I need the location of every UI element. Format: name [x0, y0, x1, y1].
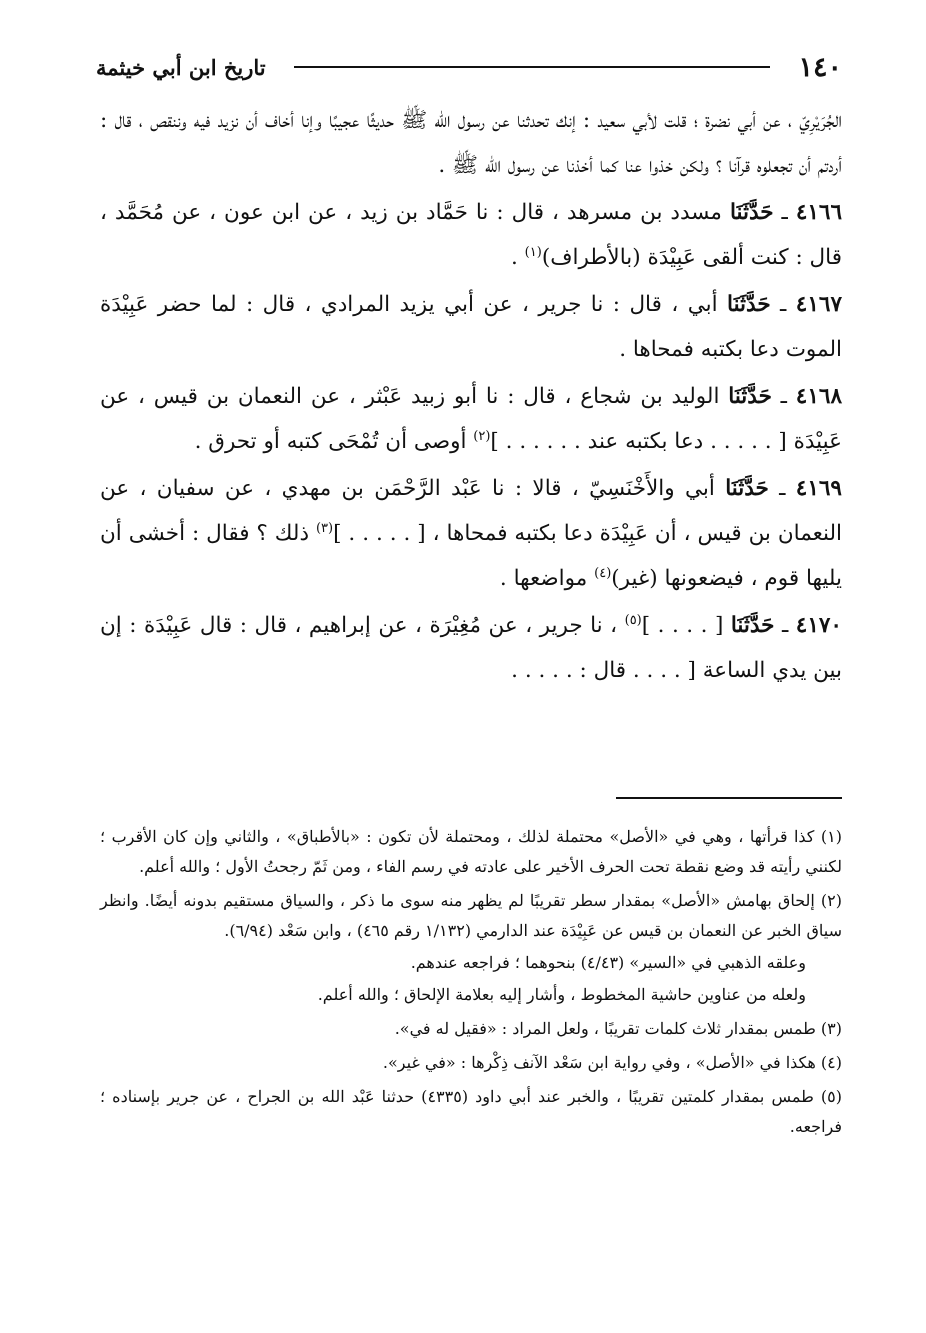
hadith-4166: [100, 190, 842, 280]
footnote-1: (١) كذا قرأتها ، وهي في «الأصل» محتملة لذلك ، ومحتملة لأن تكون : «بالأطباق» ، والثاني وإن كان الأقرب ؛ لكنني رأيته قد وضع نقطة تحت الحرف الأخير على عادته في رسم الفاء ، ومن ثَمّ رجحتُ الأول ؛ والله أعلم.: [100, 827, 842, 876]
page-header: [96, 44, 842, 90]
hadith-lead-word: حَدَّثَنَا: [725, 476, 769, 501]
dash: ـ: [770, 292, 787, 317]
hadith-text-end: ، نا جرير ، عن مُغِيْرَة ، عن إبراهيم ، قال : قال عَبِيْدَة : إن بين يدي الساعة [ . . . . قال : . . . . .: [100, 613, 842, 683]
footnote-2-continuation: وعلقه الذهبي في «السير» (٤/٤٣) بنحوهما ؛ فراجعه عندهم.: [410, 953, 806, 972]
footnote-4: (٤) هكذا في «الأصل» ، وفي رواية ابن سَعْد الآنف ذِكْرها : «في غير».: [382, 1053, 842, 1072]
footnote-marker: (٥): [624, 612, 642, 628]
hadith-number: ٤١٦٩: [795, 476, 842, 501]
hadith-number: ٤١٧٠: [795, 613, 842, 638]
hadith-text: مسدد بن مسرهد ، قال : نا حَمَّاد بن زيد ، عن ابن عون ، عن مُحَمَّد ، قال : كنت ألقى عَبِيْدَة (بالأطراف): [100, 200, 842, 270]
footnote-marker: (٣): [315, 520, 334, 536]
hadith-4167: [100, 282, 842, 372]
hadith-text-end: .: [511, 245, 525, 270]
hadith-lead-word: حَدَّثَنَا: [728, 384, 772, 409]
footnote-2: (٢) إلحاق بهامش «الأصل» بمقدار سطر تقريبًا لم يظهر منه سوى ما ذكر ، والسياق مستقيم بدونه أيضًا. وانظر سياق الخبر عن النعمان بن قيس عن عَبِيْدَة عند الدارمي (١/١٣٢ رقم ٤٦٥) ، وابن سَعْد (٦/٩٤).: [100, 891, 842, 940]
hadith-4168: [100, 374, 842, 464]
hadith-text: [ . . . . ]: [641, 613, 724, 638]
paragraph-continuation: الجُرَيْرِيّ ، عن أبي نضرة ؛ قلت لأبي سعيد : إنك تحدثنا عن رسول الله ﷺ حديثًا عجيبًا وإنا أخاف أن نزيد فيه وننقص ، قال : أردتم أن تجعلوه قرآنا ؟ ولكن خذوا عنا كما أخذنا عن رسول الله ﷺ .: [100, 108, 842, 178]
running-title: تاريخ ابن أبي خيثمة: [96, 54, 266, 80]
hadith-4170: [100, 603, 842, 693]
footnote-5: (٥) طمس بمقدار كلمتين تقريبًا ، والخبر عند أبي داود (٤٣٣٥) حدثنا عَبْد الله بن الجراح ، عن جرير بإسناده ؛ فراجعه.: [100, 1087, 843, 1136]
footnotes: [100, 822, 842, 1146]
hadith-lead-word: حَدَّثَنَا: [729, 200, 774, 225]
page-number: ١٤٠: [798, 51, 842, 83]
hadith-text-middle: ذلك ؟ فقال : أخشى أن يليها قوم ، فيضعونها (غير): [100, 521, 842, 591]
footnote-marker: (٢): [473, 428, 491, 444]
hadith-lead-word: حَدَّثَنَا: [727, 292, 771, 317]
hadith-text-end: مواضعها .: [499, 566, 595, 591]
footnote-3: (٣) طمس بمقدار ثلاث كلمات تقريبًا ، ولعل المراد : «فقيل له في».: [394, 1019, 842, 1038]
hadith-4169: [100, 466, 842, 601]
hadith-text-end: أوصى أن تُمْحَى كتبه أو تحرق .: [194, 429, 474, 454]
dash: ـ: [768, 476, 786, 501]
hadith-text: الوليد بن شجاع ، قال : نا أبو زبيد عَبْثر ، عن النعمان بن قيس ، عن عَبِيْدَة [ . . . . . دعا بكتبه عند . . . . . . ]: [100, 384, 842, 454]
footnote-marker: (٤): [594, 565, 612, 581]
dash: ـ: [771, 384, 787, 409]
hadith-number: ٤١٦٦: [795, 200, 843, 225]
hadith-text: أبي والأَخْنَسِيّ ، قالا : نا عَبْد الرَّحْمَن بن مهدي ، عن سفيان ، عن النعمان بن قيس ، أن عَبِيْدَة دعا بكتبه فمحاها ، [ . . . . . ]: [100, 476, 843, 546]
hadith-number: ٤١٦٧: [795, 292, 842, 317]
hadith-lead-word: حَدَّثَنَا: [730, 613, 775, 638]
footnote-2-continuation: ولعله من عناوين حاشية المخطوط ، وأشار إليه بعلامة الإلحاق ؛ والله أعلم.: [317, 985, 806, 1004]
dash: ـ: [774, 613, 789, 638]
hadith-number: ٤١٦٨: [795, 384, 842, 409]
header-rule: [294, 66, 771, 68]
dash: ـ: [773, 200, 788, 225]
main-text: [100, 98, 842, 693]
hadith-text: أبي ، قال : نا جرير ، عن أبي يزيد المرادي ، قال : لما حضر عَبِيْدَة الموت دعا بكتبه فمحاها .: [100, 292, 842, 362]
footnote-marker: (١): [524, 244, 542, 260]
footnote-separator: [616, 797, 842, 799]
